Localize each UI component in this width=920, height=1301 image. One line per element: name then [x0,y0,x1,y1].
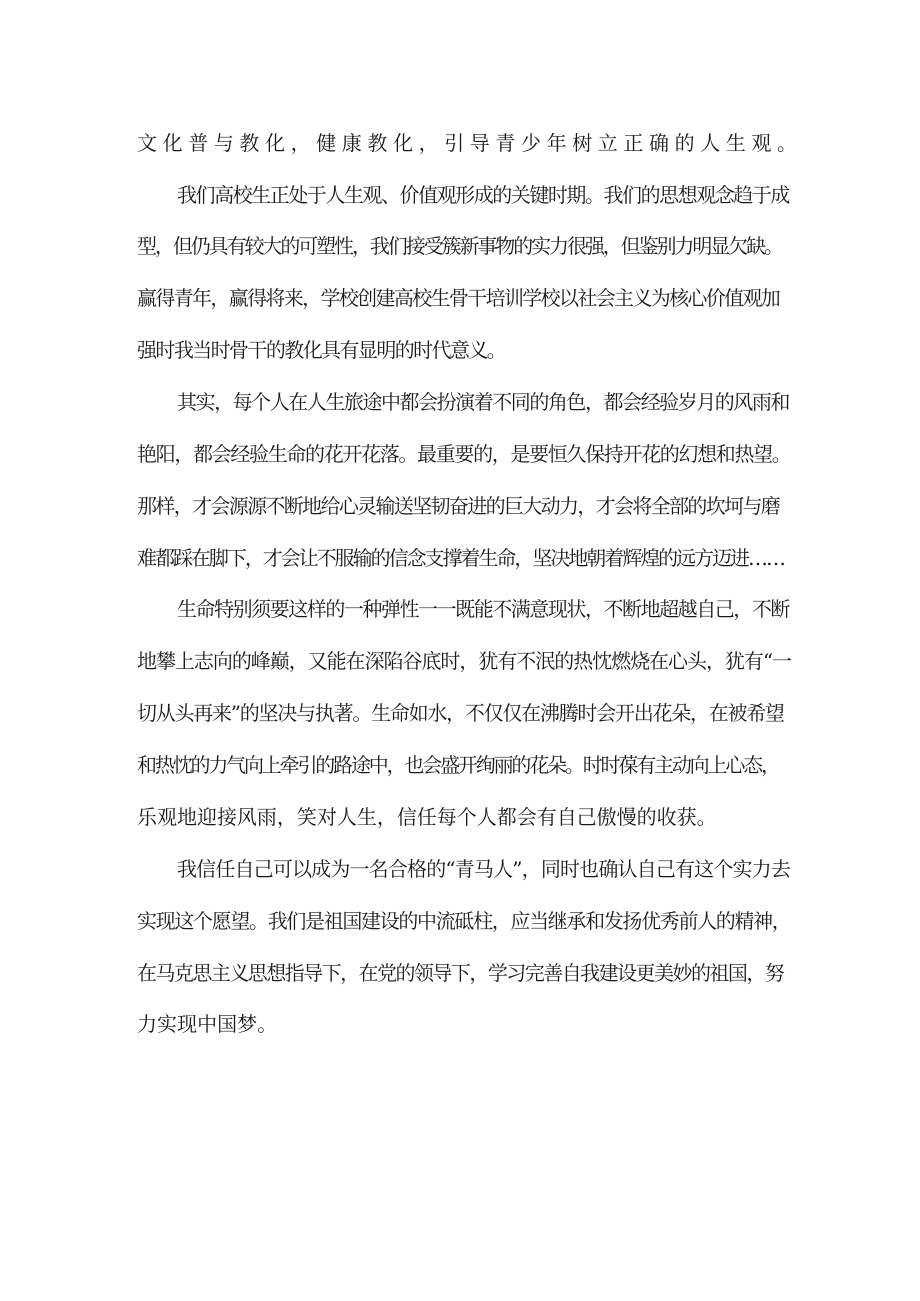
text-line: 和热忱的力气向上牵引的路途中，也会盛开绚丽的花朵。时时葆有主动向上心态， [137,753,779,777]
text-line: 我信任自己可以成为一名合格的“青马人”，同时也确认自己有这个实力去 [177,857,791,881]
text-line: 在马克思主义思想指导下，在党的领导下，学习完善自我建设更美妙的祖国，努 [137,961,784,985]
text-line: 那样，才会源源不断地给心灵输送坚韧奋进的巨大动力，才会将全部的坎坷与磨 [137,494,780,518]
text-line: 我们高校生正处于人生观、价值观形成的关键时期。我们的思想观念趋于成 [177,183,789,207]
text-line: 切从头再来”的坚决与执著。生命如水，不仅仅在沸腾时会开出花朵，在被希望 [137,701,784,725]
text-line: 难都踩在脚下，才会让不服输的信念支撑着生命，坚决地朝着辉煌的远方迈进…… [137,546,784,570]
text-line: 赢得青年，赢得将来，学校创建高校生骨干培训学校以社会主义为核心价值观加 [137,286,780,310]
text-line: 生命特别须要这样的一种弹性一一既能不满意现状，不断地超越自己，不断 [177,597,789,621]
text-line: 力实现中国梦。 [137,1012,278,1036]
text-line: 强时我当时骨干的教化具有显明的时代意义。 [137,338,506,362]
text-line: 地攀上志向的峰巅，又能在深陷谷底时，犹有不泯的热忱燃烧在心头，犹有“一 [137,649,791,673]
text-line: 其实，每个人在人生旅途中都会扮演着不同的角色，都会经验岁月的风雨和 [177,390,789,414]
text-line: 艳阳，都会经验生命的花开花落。最重要的，是要恒久保持开花的幻想和热望。 [137,442,791,466]
text-line: 实现这个愿望。我们是祖国建设的中流砥柱，应当继承和发扬优秀前人的精神， [137,909,791,933]
text-line: 乐观地迎接风雨，笑对人生，信任每个人都会有自己傲慢的收获。 [137,805,717,829]
text-line: 文化普与教化，健康教化，引导青少年树立正确的人生观。 [137,131,803,155]
text-line: 型，但仍具有较大的可塑性，我们接受簇新事物的实力很强，但鉴别力明显欠缺。 [137,234,782,258]
